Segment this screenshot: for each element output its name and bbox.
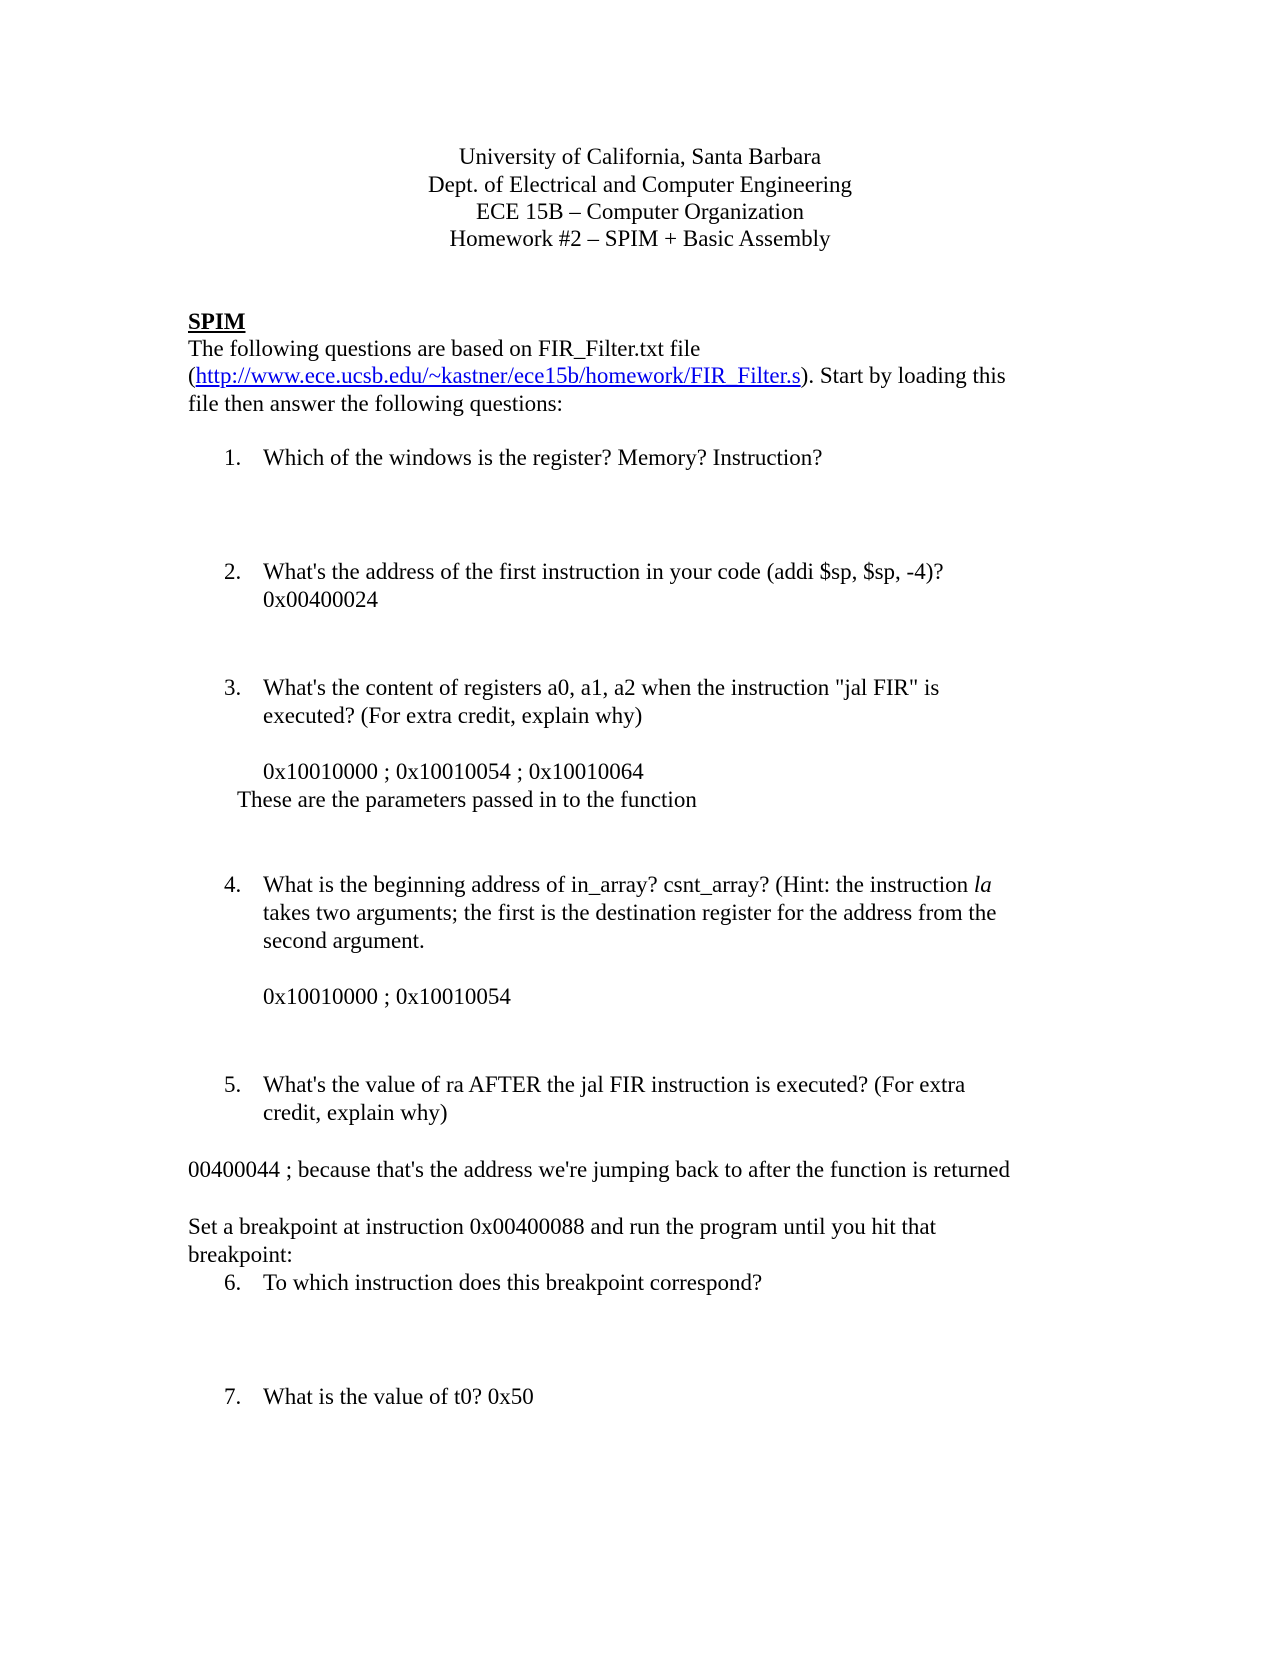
answer-text: 0x10010000 ; 0x10010054: [263, 984, 511, 1009]
question-number: 4.: [224, 872, 242, 897]
header-homework: Homework #2 – SPIM + Basic Assembly: [449, 226, 831, 251]
question-text: What's the content of registers a0, a1, a2 when the instruction "jal FIR" is: [263, 675, 940, 700]
intro-paren-open: (: [188, 363, 196, 388]
question-text: To which instruction does this breakpoint correspond?: [263, 1270, 763, 1295]
section-title: SPIM: [188, 309, 246, 334]
intro-line-3: file then answer the following questions:: [188, 391, 563, 416]
question-number: 2.: [224, 559, 242, 584]
question-text: Which of the windows is the register? Memory? Instruction?: [263, 445, 823, 470]
question-text: credit, explain why): [263, 1100, 448, 1125]
header-dept: Dept. of Electrical and Computer Engineering: [427, 172, 853, 197]
answer-text: 0x00400024: [263, 587, 378, 612]
answer-text: These are the parameters passed in to the function: [237, 787, 697, 812]
question-text-part: What is the beginning address of in_array? csnt_array? (Hint: the instruction: [263, 872, 974, 897]
header-course: ECE 15B – Computer Organization: [476, 199, 804, 224]
question-text: [263, 871, 992, 899]
breakpoint-text: Set a breakpoint at instruction 0x00400088 and run the program until you hit that: [188, 1214, 937, 1239]
question-number: 3.: [224, 675, 242, 700]
fir-filter-link[interactable]: http://www.ece.ucsb.edu/~kastner/ece15b/homework/FIR_Filter.s: [195, 363, 801, 388]
breakpoint-text: breakpoint:: [188, 1242, 293, 1267]
question-text: second argument.: [263, 928, 425, 953]
question-number: 5.: [224, 1072, 242, 1097]
question-number: 7.: [224, 1384, 242, 1409]
answer-text: 00400044 ; because that's the address we're jumping back to after the function is returned: [188, 1157, 1010, 1182]
question-text: What's the value of ra AFTER the jal FIR instruction is executed? (For extra: [263, 1072, 966, 1097]
question-number: 6.: [224, 1270, 242, 1295]
intro-line-1: The following questions are based on FIR_Filter.txt file: [188, 336, 701, 361]
question-text: executed? (For extra credit, explain why): [263, 703, 643, 728]
answer-text: 0x10010000 ; 0x10010054 ; 0x10010064: [263, 759, 644, 784]
instruction-la: la: [973, 872, 992, 897]
question-text: takes two arguments; the first is the destination register for the address from the: [263, 900, 997, 925]
intro-line-2-rest: ). Start by loading this: [800, 363, 1006, 388]
question-number: 1.: [224, 445, 242, 470]
question-text: What is the value of t0? 0x50: [263, 1384, 534, 1409]
question-text: What's the address of the first instruction in your code (addi $sp, $sp, -4)?: [263, 559, 944, 584]
header-university: University of California, Santa Barbara: [458, 144, 822, 169]
intro-line-2: [188, 362, 1006, 390]
